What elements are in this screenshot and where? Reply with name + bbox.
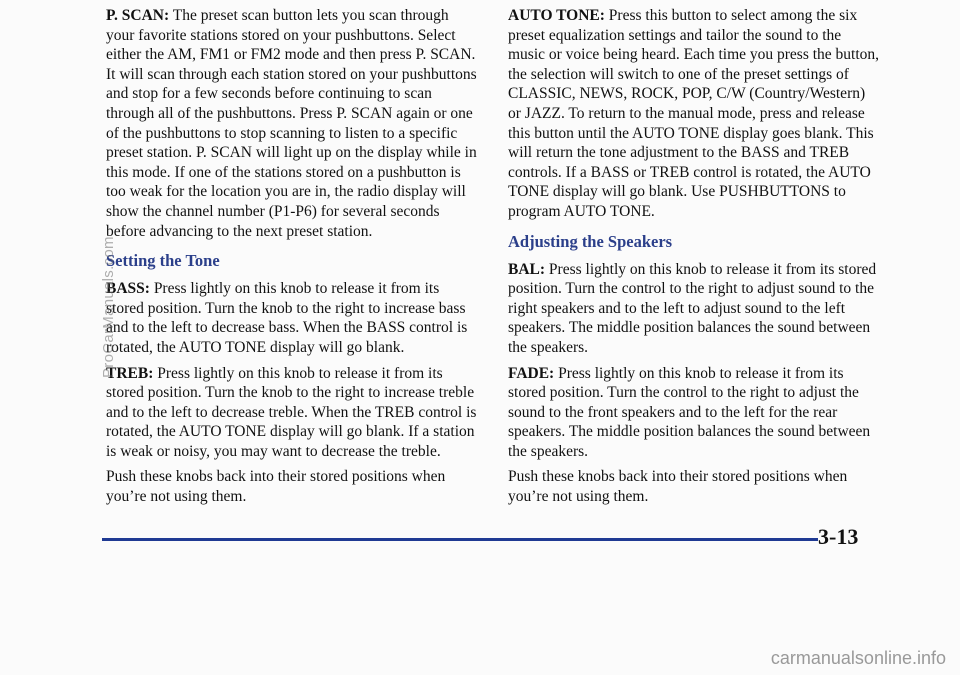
bal-paragraph (508, 260, 880, 358)
side-watermark: ProCarManuals.com (100, 236, 117, 378)
left-column (106, 6, 478, 513)
treb-paragraph (106, 364, 478, 462)
left-push-paragraph: Push these knobs back into their stored positions when you’re not using them. (106, 468, 446, 506)
right-column (508, 6, 880, 513)
bal-text: Press lightly on this knob to release it from its stored position. Turn the control to the right to adjust sound to the right speakers and to the left to adjust sound to the left speakers. The middle position balances the sound between the speakers. (508, 260, 877, 356)
setting-tone-heading: Setting the Tone (106, 251, 220, 271)
page-number: 3-13 (818, 524, 859, 549)
autotone-term: AUTO TONE: (508, 7, 605, 24)
treb-term: TREB: (106, 364, 154, 382)
footer-watermark: carmanualsonline.info (770, 648, 946, 668)
pscan-paragraph (106, 6, 478, 241)
right-push-paragraph: Push these knobs back into their stored positions when you’re not using them. (508, 468, 848, 506)
bal-term: BAL: (508, 260, 546, 278)
footer-rule (102, 538, 812, 541)
bass-text: Press lightly on this knob to release it from its stored position. Turn the knob to the right to increase bass and to the left to decrease bass. When the BASS control is rotated, the AUTO TONE display will go blank. (106, 280, 468, 356)
fade-paragraph (508, 364, 880, 462)
pscan-term: P. SCAN: (106, 7, 170, 24)
adjusting-speakers-heading: Adjusting the Speakers (508, 231, 673, 251)
treb-text: Press lightly on this knob to release it from its stored position. Turn the knob to the right to increase treble and to the left to decrease treble. When the TREB control is rotated, the AUTO TONE display will go blank. If a station is weak or noisy, you may want to decrease the treble. (106, 364, 477, 460)
pscan-text: The preset scan button lets you scan through your favorite stations stored on your pushbuttons. Select either the AM, FM1 or FM2 mode and then press P. SCAN. It will scan through each station stored on your pushbuttons and stop for a few seconds before continuing to scan through all of the pushbuttons. Press P. SCAN again or one of the pushbuttons to stop scanning to listen to a specific preset station. P. SCAN will light up on the display while in this mode. If one of the stations stored on a pushbutton is too weak for the location you are in, the radio display will show the channel number (P1-P6) for several seconds before advancing to the next preset station. (106, 7, 477, 240)
bass-term: BASS: (106, 280, 150, 298)
autotone-paragraph (508, 6, 880, 222)
autotone-text: Press this button to select among the six preset equalization settings and tailor the sound to the music or voice being heard. Each time you press the button, the selection will switch to one of the preset settings of CLASSIC, NEWS, ROCK, POP, C/W (Country/Western) or JAZZ. To return to the manual mode, press and release this button until the AUTO TONE display goes blank. This will return the tone adjustment to the BASS and TREB controls. If a BASS or TREB control is rotated, the AUTO TONE display will go blank. Use PUSHBUTTONS to program AUTO TONE. (508, 7, 880, 220)
fade-term: FADE: (508, 364, 555, 382)
bass-paragraph (106, 279, 478, 357)
fade-text: Press lightly on this knob to release it from its stored position. Turn the control to the right to adjust the sound to the front speakers and to the left for the rear speakers. The middle position balances the sound between the speakers. (508, 364, 871, 460)
